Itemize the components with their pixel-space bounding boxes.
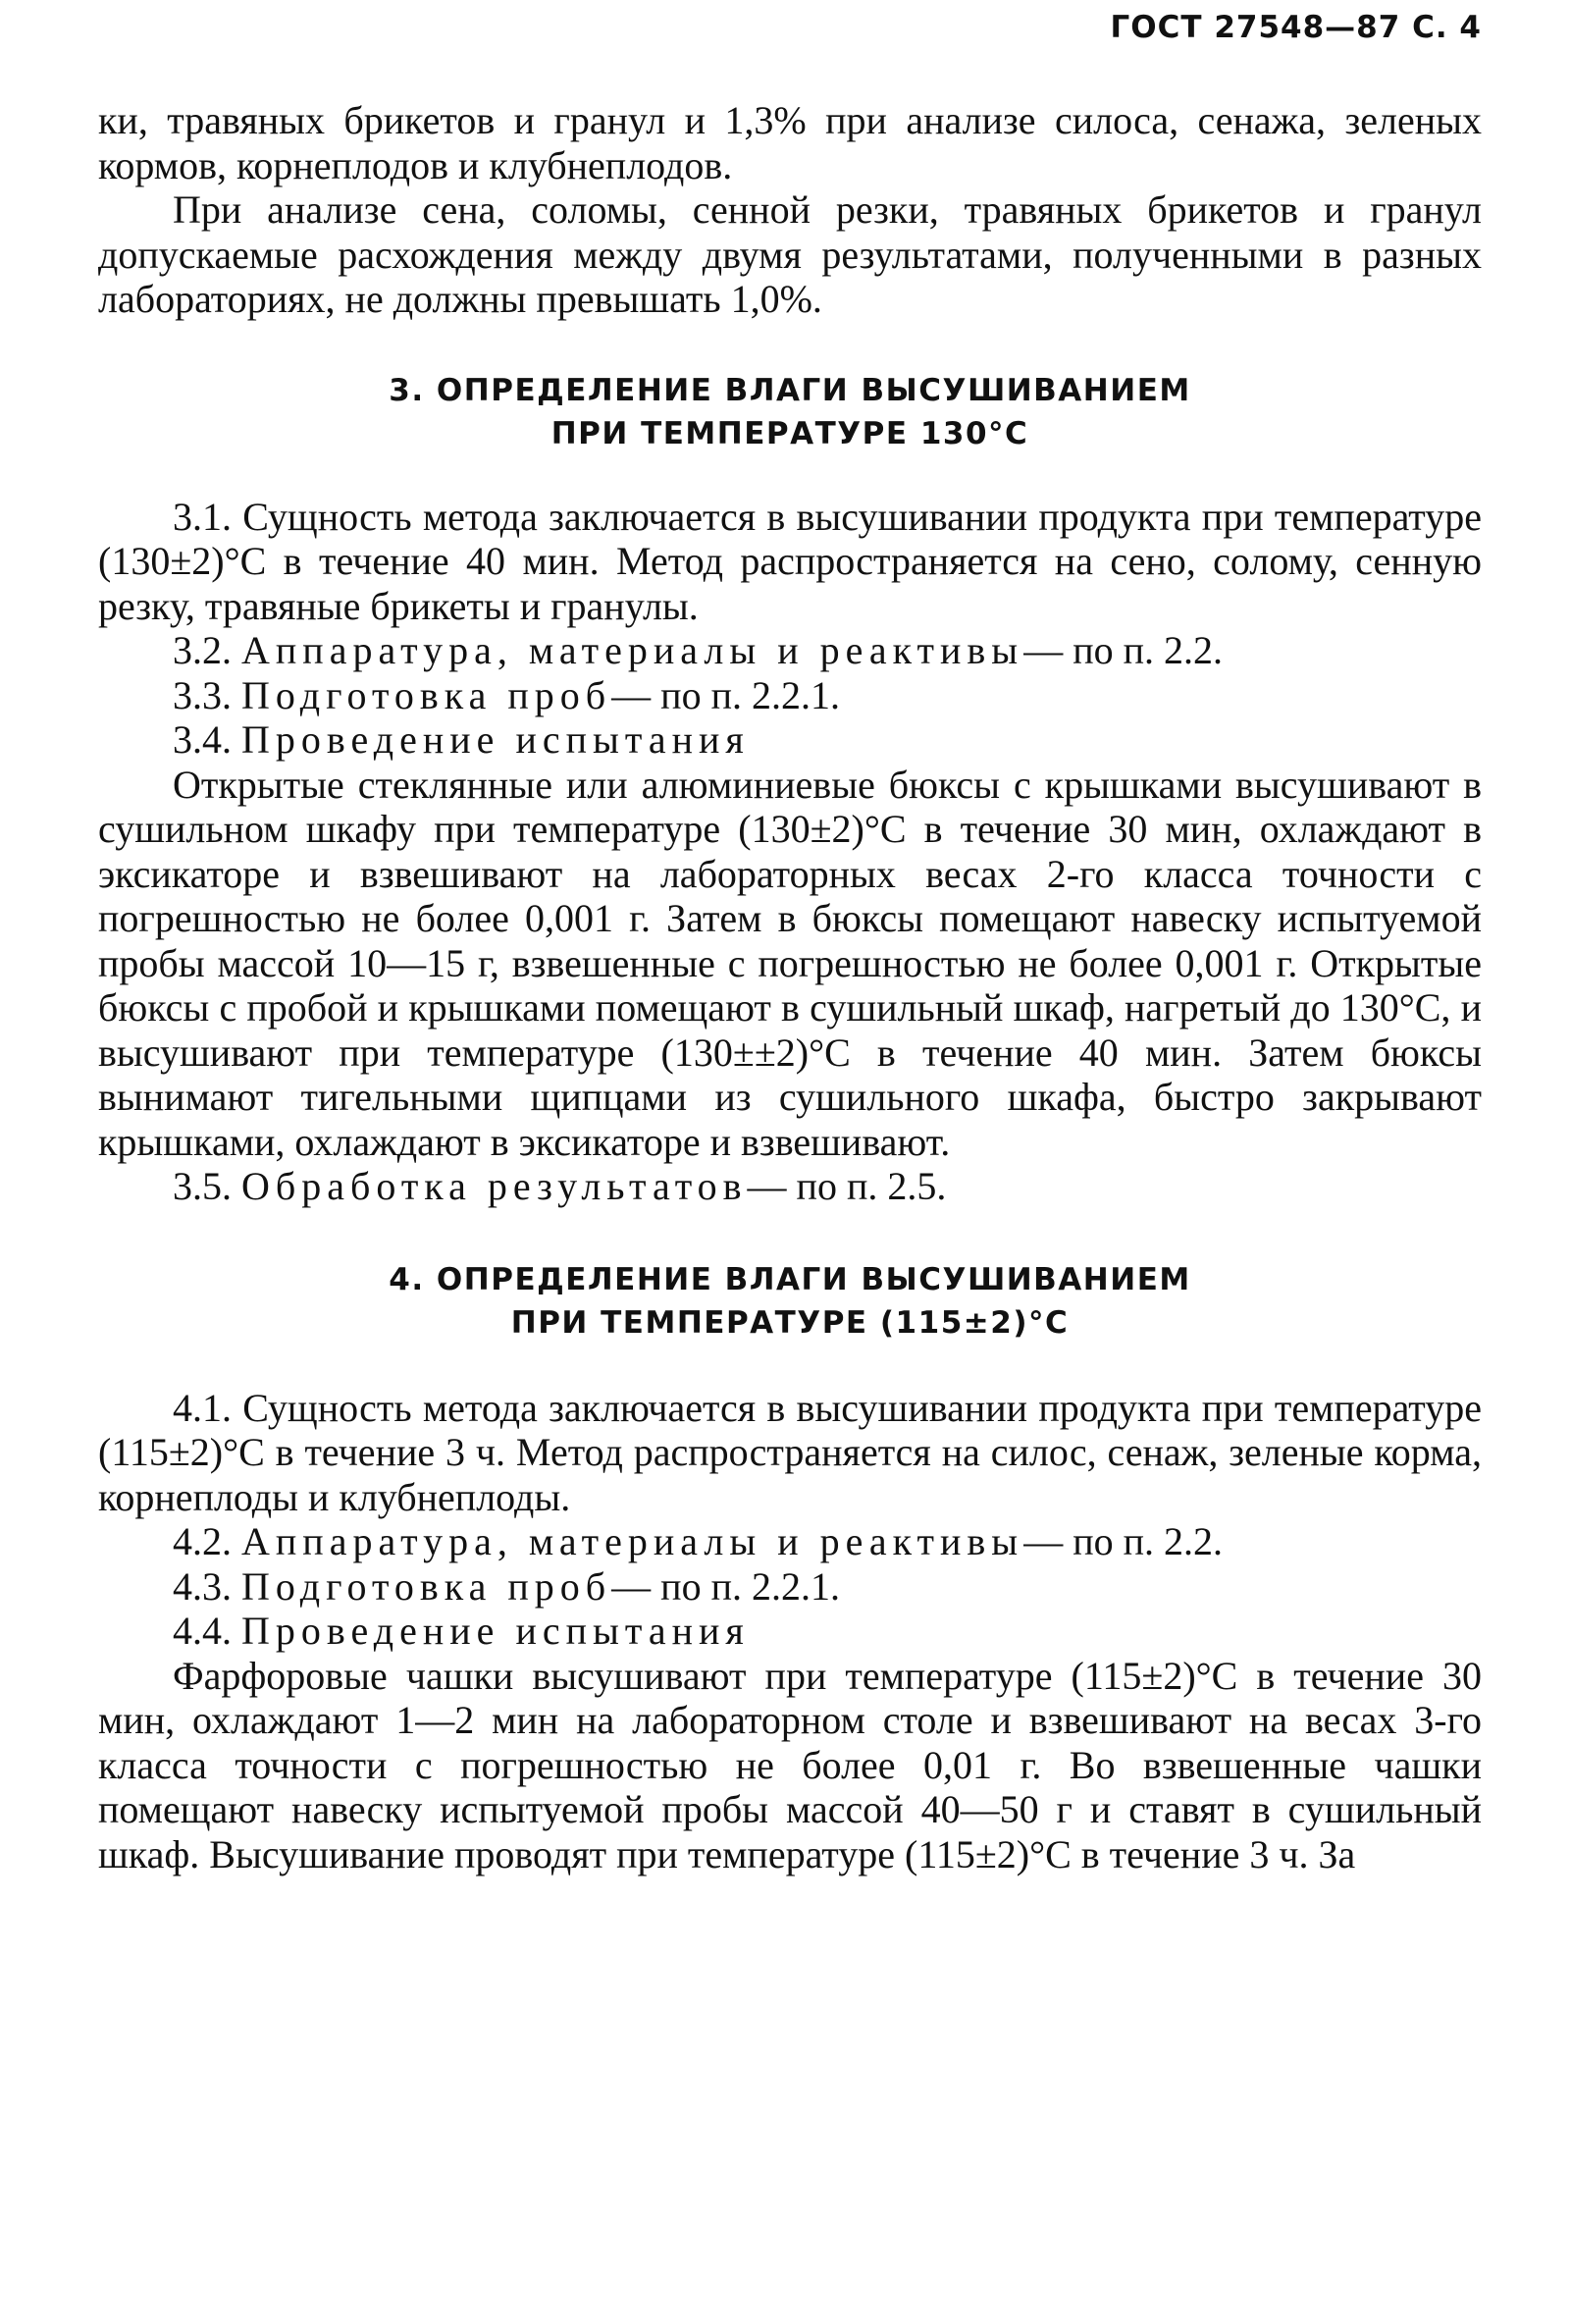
clause-3-3-number: 3.3. [173,672,232,717]
document-page [98,0,1482,2324]
clause-3-2-reference: — по п. 2.2. [1023,628,1223,672]
clause-3-5 [98,1164,1482,1209]
clause-4-3-number: 4.3. [173,1563,232,1609]
clause-3-4-body: Открытые стеклянные или алюминиевые бюксы с крышками высушивают в сушильном шкафу при температуре (130±2)°С в течение 30 мин, охлаждают в эксикаторе и взвешивают на лабораторных весах 2-го класса точности с погрешностью не более 0,001 г. Затем в бюксы помещают навеску испытуемой пробы массой 10—15 г, взвешенные с погрешностью не более 0,001 г. Открытые бюксы с пробой и крышками помещают в сушильный шкаф, нагретый до 130°С, и высушивают при температуре (130±±2)°С в течение 40 мин. Затем бюксы вынимают тигельными щипцами из сушильного шкафа, быстро закрывают крышками, охлаждают в эксикаторе и взвешивают. [98,762,1482,1164]
clause-4-2-heading: Аппаратура, материалы и реактивы [241,1519,1024,1563]
clause-4-4 [98,1609,1482,1654]
clause-3-3-heading: Подготовка проб [241,672,612,717]
clause-4-1: 4.1. Сущность метода заключается в высушивании продукта при температуре (115±2)°С в течение 3 ч. Метод распространяется на силос, сенаж, зеленые корма, корнеплоды и клубнеплоды. [98,1385,1482,1519]
clause-4-4-body: Фарфоровые чашки высушивают при температуре (115±2)°С в течение 30 мин, охлаждают 1—2 мин на лабораторном столе и взвешивают на весах 3-го класса точности с погрешностью не более 0,01 г. Во взвешенные чашки помещают навеску испытуемой пробы массой 40—50 г и ставят в сушильный шкаф. Высушивание проводят при температуре (115±2)°С в течение 3 ч. За [98,1653,1482,1876]
clause-3-3-reference: — по п. 2.2.1. [611,672,840,717]
clause-3-5-heading: Обработка результатов [241,1164,748,1208]
section-4-heading [98,1258,1482,1345]
clause-4-2-number: 4.2. [173,1519,232,1563]
clause-4-3 [98,1564,1482,1610]
clause-4-2 [98,1519,1482,1564]
clause-4-3-heading: Подготовка проб [241,1563,612,1609]
clause-3-1: 3.1. Сущность метода заключается в высушивании продукта при температуре (130±2)°С в течение 40 мин. Метод распространяется на сено, солому, сенную резку, травяные брикеты и гранулы. [98,494,1482,628]
clause-3-4-heading: Проведение испытания [241,717,750,762]
section-3-heading-line-2: ПРИ ТЕМПЕРАТУРЕ 130°С [550,415,1029,451]
clause-4-4-heading: Проведение испытания [241,1609,750,1653]
clause-3-4 [98,717,1482,763]
clause-3-5-number: 3.5. [173,1164,232,1208]
clause-3-2 [98,628,1482,673]
clause-4-2-reference: — по п. 2.2. [1023,1519,1223,1563]
intro-paragraph-1: ки, травяных брикетов и гранул и 1,3% при анализе силоса, сенажа, зеленых кормов, корнеплодов и клубнеплодов. [98,98,1482,187]
clause-4-3-reference: — по п. 2.2.1. [611,1563,840,1609]
clause-3-2-number: 3.2. [173,628,232,672]
clause-3-4-number: 3.4. [173,717,232,762]
intro-paragraph-2: При анализе сена, соломы, сенной резки, травяных брикетов и гранул допускаемые расхождения между двумя результатами, полученными в разных лабораториях, не должны превышать 1,0%. [98,187,1482,321]
clause-3-2-heading: Аппаратура, материалы и реактивы [241,628,1024,672]
clause-3-5-reference: — по п. 2.5. [747,1164,947,1208]
document-body [98,98,1482,1876]
section-3-heading-line-1: 3. ОПРЕДЕЛЕНИЕ ВЛАГИ ВЫСУШИВАНИЕМ [389,372,1191,408]
section-3-heading [98,369,1482,455]
section-4-heading-line-2: ПРИ ТЕМПЕРАТУРЕ (115±2)°С [510,1304,1070,1341]
clause-4-4-number: 4.4. [173,1609,232,1653]
clause-3-3 [98,673,1482,718]
section-4-heading-line-1: 4. ОПРЕДЕЛЕНИЕ ВЛАГИ ВЫСУШИВАНИЕМ [389,1261,1191,1297]
running-header: ГОСТ 27548—87 С. 4 [1110,10,1482,45]
